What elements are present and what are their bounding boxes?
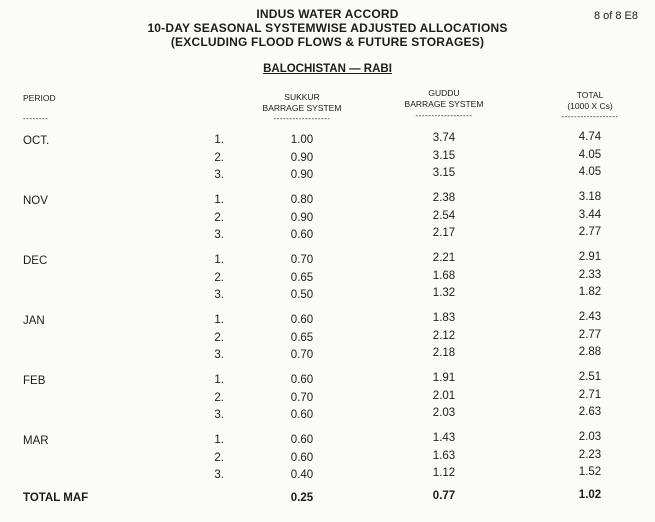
guddu-value: 1.63 bbox=[432, 449, 456, 462]
sukkur-value: 0.65 bbox=[290, 331, 314, 344]
total-value: 2.91 bbox=[578, 251, 602, 263]
guddu-value: 1.43 bbox=[432, 432, 456, 444]
sukkur-value: 0.70 bbox=[290, 391, 314, 404]
month-label: FEB bbox=[23, 375, 46, 387]
guddu-value: 3.15 bbox=[432, 167, 456, 179]
period-header-rule: -------- bbox=[23, 114, 49, 123]
sukkur-value: 0.70 bbox=[290, 254, 314, 266]
total-value: 2.51 bbox=[578, 371, 602, 383]
guddu-value: 1.83 bbox=[432, 312, 456, 324]
total-value: 2.43 bbox=[578, 311, 602, 323]
guddu-value: 2.21 bbox=[432, 252, 456, 264]
period-index: 3. bbox=[214, 349, 224, 361]
sukkur-value: 0.60 bbox=[290, 409, 314, 421]
month-label: MAR bbox=[23, 435, 49, 447]
period-index: 3. bbox=[214, 169, 224, 181]
sukkur-value: 1.00 bbox=[290, 134, 314, 146]
guddu-value: 1.12 bbox=[432, 467, 456, 479]
total-maf-sukkur: 0.25 bbox=[290, 492, 314, 504]
period-index: 3. bbox=[214, 289, 224, 301]
period-index: 2. bbox=[214, 151, 224, 164]
period-index: 1. bbox=[214, 374, 224, 386]
sukkur-value: 0.60 bbox=[290, 451, 314, 464]
guddu-value: 2.38 bbox=[432, 192, 456, 204]
sukkur-value: 0.60 bbox=[290, 374, 314, 386]
sukkur-value: 0.70 bbox=[290, 349, 314, 361]
month-label: DEC bbox=[23, 255, 48, 267]
total-value: 4.05 bbox=[578, 166, 602, 178]
period-index: 2. bbox=[214, 331, 224, 344]
document-title-line-3: (EXCLUDING FLOOD FLOWS & FUTURE STORAGES) bbox=[170, 35, 485, 49]
period-index: 1. bbox=[214, 434, 224, 446]
page-number: 8 of 8 E8 bbox=[593, 10, 638, 22]
period-index: 2. bbox=[214, 391, 224, 404]
document-title-line-1: INDUS WATER ACCORD bbox=[256, 7, 399, 21]
document-title-line-2: 10-DAY SEASONAL SYSTEMWISE ADJUSTED ALLOCATIONS bbox=[147, 21, 508, 35]
section-subtitle: BALOCHISTAN — RABI bbox=[263, 63, 392, 75]
sukkur-value: 0.65 bbox=[290, 271, 314, 284]
period-index: 2. bbox=[214, 451, 224, 464]
total-value: 2.03 bbox=[578, 431, 602, 443]
guddu-value: 2.03 bbox=[432, 407, 456, 419]
guddu-value: 2.01 bbox=[432, 389, 456, 402]
sukkur-column-header: SUKKUR BARRAGE SYSTEM bbox=[262, 92, 342, 113]
period-index: 1. bbox=[214, 254, 224, 266]
period-index: 3. bbox=[214, 469, 224, 481]
month-label: NOV bbox=[23, 195, 48, 207]
guddu-value: 3.15 bbox=[432, 149, 456, 162]
total-value: 4.74 bbox=[578, 131, 602, 143]
guddu-value: 1.68 bbox=[432, 269, 456, 282]
sukkur-value: 0.60 bbox=[290, 314, 314, 326]
period-index: 3. bbox=[214, 409, 224, 421]
sukkur-header-rule: ------------------ bbox=[273, 114, 331, 123]
guddu-column-header: GUDDU BARRAGE SYSTEM bbox=[404, 88, 484, 109]
total-value: 3.44 bbox=[578, 208, 602, 221]
total-maf-total: 1.02 bbox=[578, 489, 602, 501]
month-label: JAN bbox=[23, 315, 45, 327]
total-value: 2.63 bbox=[578, 406, 602, 418]
guddu-value: 3.74 bbox=[432, 132, 456, 144]
total-maf-label: TOTAL MAF bbox=[23, 492, 89, 504]
guddu-value: 2.17 bbox=[432, 227, 456, 239]
total-value: 1.52 bbox=[578, 466, 602, 478]
total-value: 2.77 bbox=[578, 328, 602, 341]
total-value: 2.88 bbox=[578, 346, 602, 358]
sukkur-value: 0.50 bbox=[290, 289, 314, 301]
total-column-header: TOTAL (1000 X Cs) bbox=[567, 90, 613, 111]
period-index: 1. bbox=[214, 194, 224, 206]
guddu-value: 1.91 bbox=[432, 372, 456, 384]
total-value: 2.23 bbox=[578, 448, 602, 461]
guddu-value: 2.54 bbox=[432, 209, 456, 222]
total-value: 4.05 bbox=[578, 148, 602, 161]
total-header-rule: ------------------ bbox=[561, 112, 619, 121]
period-index: 3. bbox=[214, 229, 224, 241]
sukkur-value: 0.90 bbox=[290, 211, 314, 224]
period-index: 2. bbox=[214, 211, 224, 224]
total-value: 2.77 bbox=[578, 226, 602, 238]
total-value: 1.82 bbox=[578, 286, 602, 298]
period-index: 1. bbox=[214, 134, 224, 146]
total-maf-guddu: 0.77 bbox=[432, 490, 456, 502]
guddu-value: 1.32 bbox=[432, 287, 456, 299]
guddu-value: 2.18 bbox=[432, 347, 456, 359]
sukkur-value: 0.60 bbox=[290, 434, 314, 446]
total-value: 2.71 bbox=[578, 388, 602, 401]
sukkur-value: 0.60 bbox=[290, 229, 314, 241]
sukkur-value: 0.90 bbox=[290, 169, 314, 181]
guddu-header-rule: ------------------ bbox=[415, 111, 473, 120]
period-column-header: PERIOD bbox=[23, 93, 56, 103]
period-index: 2. bbox=[214, 271, 224, 284]
month-label: OCT. bbox=[23, 135, 50, 147]
sukkur-value: 0.80 bbox=[290, 194, 314, 206]
sukkur-value: 0.90 bbox=[290, 151, 314, 164]
period-index: 1. bbox=[214, 314, 224, 326]
sukkur-value: 0.40 bbox=[290, 469, 314, 481]
guddu-value: 2.12 bbox=[432, 329, 456, 342]
total-value: 2.33 bbox=[578, 268, 602, 281]
total-value: 3.18 bbox=[578, 191, 602, 203]
